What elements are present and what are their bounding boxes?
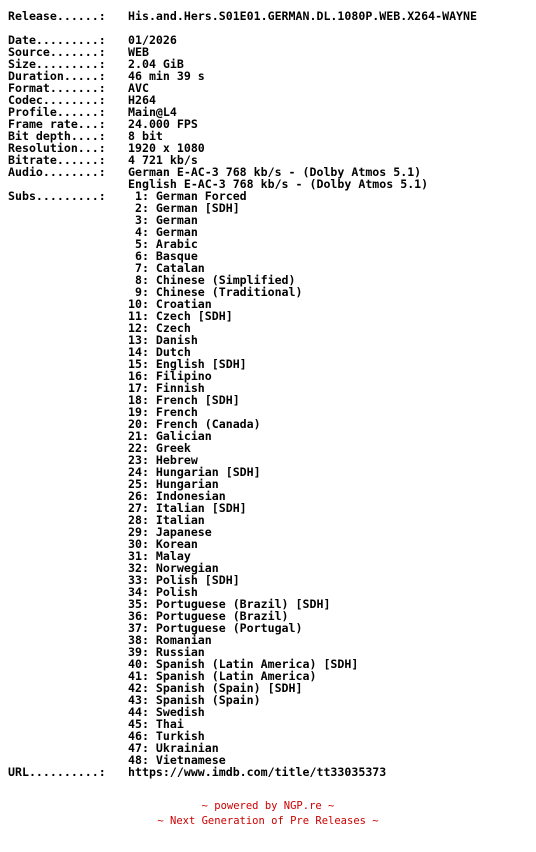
subtitle-item: 26: Indonesian: [128, 489, 226, 503]
info-label: Bitrate......:: [8, 153, 106, 167]
info-value: 8 bit: [128, 129, 163, 143]
audio-track-list: [128, 166, 536, 190]
subtitle-item: 20: French (Canada): [128, 417, 261, 431]
subtitle-item: 7: Catalan: [128, 261, 205, 275]
subtitle-item: 37: Portuguese (Portugal): [128, 621, 303, 635]
subtitle-item: 12: Czech: [128, 321, 191, 335]
subtitle-item: 22: Greek: [128, 441, 191, 455]
release-row: [8, 10, 536, 22]
info-label: Source.......:: [8, 45, 106, 59]
info-value: Main@L4: [128, 105, 177, 119]
info-value: AVC: [128, 81, 149, 95]
info-value: H264: [128, 93, 156, 107]
info-label: Duration.....:: [8, 69, 106, 83]
info-value: 4 721 kb/s: [128, 153, 198, 167]
audio-label: Audio........:: [8, 165, 106, 179]
nfo-document: [8, 10, 536, 778]
subtitle-item: 47: Ukrainian: [128, 741, 219, 755]
info-label: Format.......:: [8, 81, 106, 95]
info-value: WEB: [128, 45, 149, 59]
subtitle-item: 46: Turkish: [128, 729, 205, 743]
subtitle-item: 35: Portuguese (Brazil) [SDH]: [128, 597, 331, 611]
audio-track: English E-AC-3 768 kb/s - (Dolby Atmos 5.1): [128, 177, 429, 191]
subtitle-item: 48: Vietnamese: [128, 753, 226, 767]
subtitle-item: 5: Arabic: [128, 237, 198, 251]
subtitle-item: 39: Russian: [128, 645, 205, 659]
subtitle-item: 33: Polish [SDH]: [128, 573, 240, 587]
info-label: Bit depth....:: [8, 129, 106, 143]
subtitle-item: 6: Basque: [128, 249, 198, 263]
info-fields: [8, 34, 536, 166]
subtitle-item: 24: Hungarian [SDH]: [128, 465, 261, 479]
subtitle-item: 4: German: [128, 225, 198, 239]
release-label: Release......:: [8, 9, 106, 23]
info-value: 01/2026: [128, 33, 177, 47]
subtitle-item: 38: Romanian: [128, 633, 212, 647]
subtitle-item: 1: German Forced: [128, 189, 247, 203]
release-name: His.and.Hers.S01E01.GERMAN.DL.1080P.WEB.X264-WAYNE: [128, 9, 478, 23]
subtitle-item: 19: French: [128, 405, 198, 419]
subs-row: [8, 190, 536, 766]
subtitle-item: 41: Spanish (Latin America): [128, 669, 317, 683]
subtitle-item: 11: Czech [SDH]: [128, 309, 233, 323]
subs-label: Subs.........:: [8, 189, 106, 203]
subtitle-item: 3: German: [128, 213, 198, 227]
info-value: 46 min 39 s: [128, 69, 205, 83]
subtitle-item: 15: English [SDH]: [128, 357, 247, 371]
subtitle-item: 32: Norwegian: [128, 561, 219, 575]
subtitle-item: 36: Portuguese (Brazil): [128, 609, 289, 623]
audio-row: [8, 166, 536, 190]
subtitle-item: 29: Japanese: [128, 525, 212, 539]
subtitle-item: 14: Dutch: [128, 345, 191, 359]
subtitle-item: 42: Spanish (Spain) [SDH]: [128, 681, 303, 695]
subtitle-item: 44: Swedish: [128, 705, 205, 719]
info-label: Frame rate...:: [8, 117, 106, 131]
subtitle-item: 40: Spanish (Latin America) [SDH]: [128, 657, 359, 671]
url-label: URL..........:: [8, 765, 106, 779]
subtitle-item: 45: Thai: [128, 717, 184, 731]
footer-powered-by: ~ powered by NGP.re ~: [201, 800, 335, 812]
info-label: Resolution...:: [8, 141, 106, 155]
info-label: Date.........:: [8, 33, 106, 47]
subtitle-item: 17: Finnish: [128, 381, 205, 395]
info-value: 24.000 FPS: [128, 117, 198, 131]
subtitle-item: 43: Spanish (Spain): [128, 693, 261, 707]
info-value: 2.04 GiB: [128, 57, 184, 71]
subtitle-item: 34: Polish: [128, 585, 198, 599]
imdb-url[interactable]: https://www.imdb.com/title/tt33035373: [128, 765, 387, 779]
info-label: Codec........:: [8, 93, 106, 107]
subtitle-item: 13: Danish: [128, 333, 198, 347]
subtitle-item: 27: Italian [SDH]: [128, 501, 247, 515]
info-label: Profile......:: [8, 105, 106, 119]
info-label: Size.........:: [8, 57, 106, 71]
url-row: [8, 766, 536, 778]
subtitle-item: 23: Hebrew: [128, 453, 198, 467]
subtitle-item: 31: Malay: [128, 549, 191, 563]
subtitle-item: 21: Galician: [128, 429, 212, 443]
subtitle-item: 16: Filipino: [128, 369, 212, 383]
subtitle-item: 25: Hungarian: [128, 477, 219, 491]
subtitle-item: 8: Chinese (Simplified): [128, 273, 296, 287]
subtitle-list: [128, 190, 536, 766]
subtitle-item: 10: Croatian: [128, 297, 212, 311]
subtitle-item: 28: Italian: [128, 513, 205, 527]
subtitle-item: 18: French [SDH]: [128, 393, 240, 407]
subtitle-item: 30: Korean: [128, 537, 198, 551]
info-value: 1920 x 1080: [128, 141, 205, 155]
footer-tagline: ~ Next Generation of Pre Releases ~: [157, 815, 379, 827]
subtitle-item: 2: German [SDH]: [128, 201, 240, 215]
subtitle-item: 9: Chinese (Traditional): [128, 285, 303, 299]
audio-track: German E-AC-3 768 kb/s - (Dolby Atmos 5.1): [128, 165, 422, 179]
